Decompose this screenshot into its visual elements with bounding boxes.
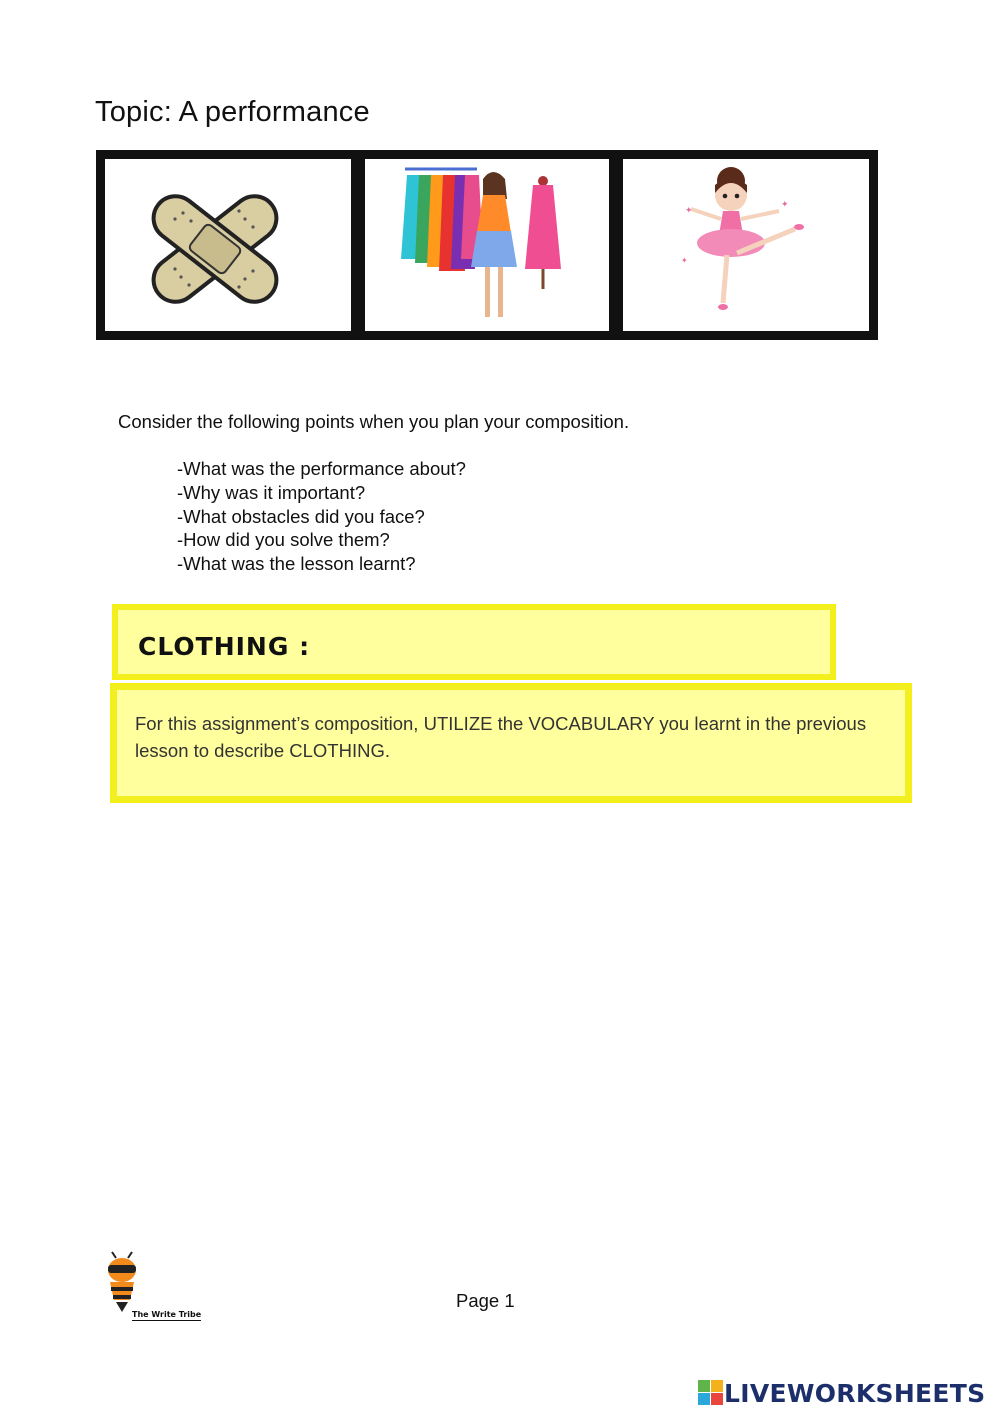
logo-text: The Write Tribe bbox=[132, 1310, 202, 1319]
list-item: -How did you solve them? bbox=[177, 529, 390, 551]
clothing-note-box bbox=[110, 683, 912, 803]
page-number: Page 1 bbox=[456, 1290, 515, 1311]
liveworksheets-logo-icon bbox=[698, 1380, 724, 1406]
list-item: -What obstacles did you face? bbox=[177, 505, 425, 527]
image-frame-ballerina bbox=[614, 150, 878, 340]
clothing-header-box bbox=[112, 604, 836, 680]
page-title: Topic: A performance bbox=[95, 96, 370, 128]
list-item: -Why was it important? bbox=[177, 481, 366, 503]
svg-text:✦: ✦ bbox=[685, 205, 693, 215]
instruction-points bbox=[177, 457, 466, 576]
image-frame-clothes bbox=[356, 150, 618, 340]
clothes-shopping-icon bbox=[365, 159, 609, 331]
image-frame-bandage bbox=[96, 150, 360, 340]
list-item: -What was the performance about? bbox=[177, 458, 466, 479]
list-item: -What was the lesson learnt? bbox=[177, 553, 416, 575]
instructions-intro: Consider the following points when you plan your composition. bbox=[118, 411, 630, 432]
ballerina-icon bbox=[623, 159, 869, 331]
liveworksheets-brand[interactable] bbox=[698, 1376, 985, 1410]
brand-name: LIVEWORKSHEETS bbox=[724, 1378, 986, 1408]
bandage-icon bbox=[105, 159, 351, 331]
svg-text:✦: ✦ bbox=[781, 199, 789, 209]
svg-text:✦: ✦ bbox=[681, 256, 688, 265]
clothing-note: For this assignment’s composition, UTILIZE the VOCABULARY you learnt in the previous lesson to describe CLOTHING. bbox=[135, 713, 867, 761]
clothing-title: CLOTHING : bbox=[138, 632, 311, 661]
